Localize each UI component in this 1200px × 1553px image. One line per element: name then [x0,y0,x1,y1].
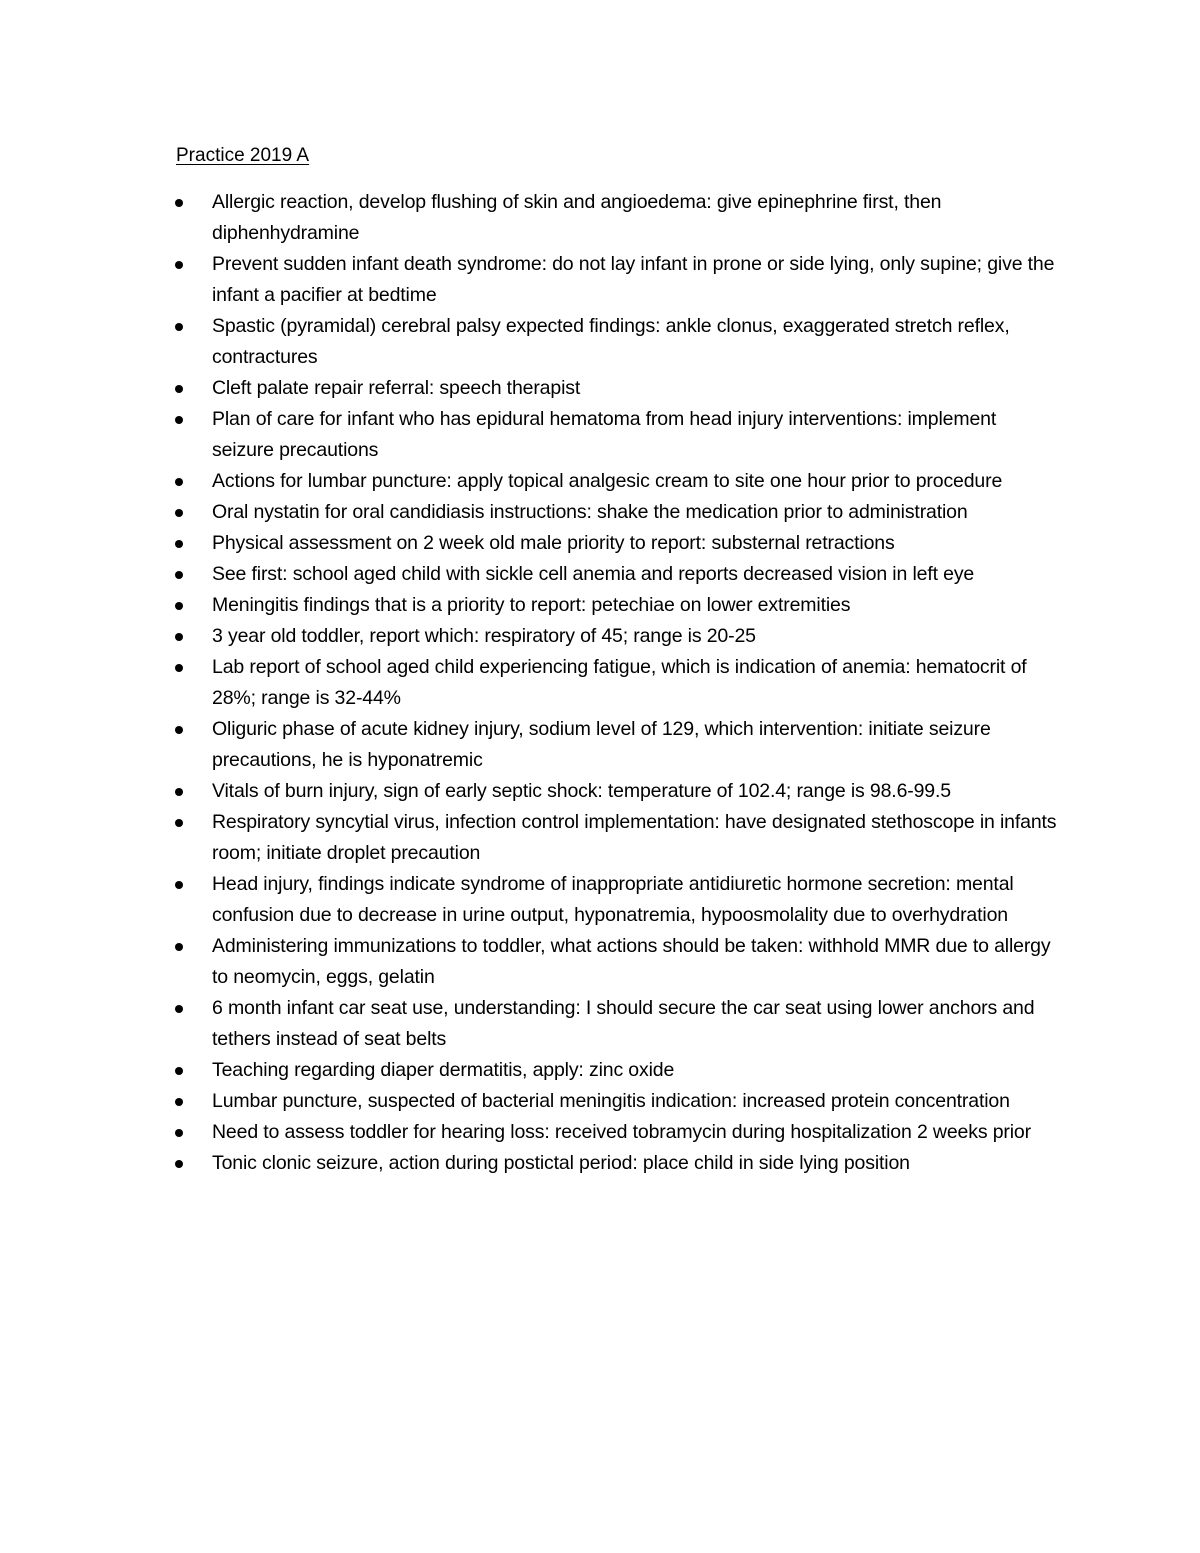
bullet-icon [175,261,183,269]
list-item-text: 3 year old toddler, report which: respiratory of 45; range is 20-25 [212,625,756,647]
list-item [0,528,1200,559]
list-item [0,311,1200,373]
list-item-text: Oral nystatin for oral candidiasis instructions: shake the medication prior to administration [212,501,968,523]
list-item-text: Prevent sudden infant death syndrome: do not lay infant in prone or side lying, only supine; give the infant a pacifier at bedtime [212,253,1055,306]
bullet-icon [175,509,183,517]
list-item-text: Spastic (pyramidal) cerebral palsy expected findings: ankle clonus, exaggerated stretch reflex, contractures [212,315,1010,368]
list-item [0,869,1200,931]
list-item [0,466,1200,497]
list-item [0,590,1200,621]
list-item-text: Vitals of burn injury, sign of early septic shock: temperature of 102.4; range is 98.6-99.5 [212,780,951,802]
bullet-icon [175,1098,183,1106]
list-item [0,373,1200,404]
bullet-icon [175,1005,183,1013]
bullet-icon [175,1160,183,1168]
list-item-text: 6 month infant car seat use, understanding: I should secure the car seat using lower anchors and tethers instead of seat belts [212,997,1035,1050]
list-item-text: Plan of care for infant who has epidural hematoma from head injury interventions: implement seizure precautions [212,408,997,461]
list-item [0,621,1200,652]
bullet-icon [175,633,183,641]
list-item-text: Tonic clonic seizure, action during postictal period: place child in side lying position [212,1152,910,1174]
list-item-text: Actions for lumbar puncture: apply topical analgesic cream to site one hour prior to procedure [212,470,1003,492]
bullet-list [0,187,1200,1179]
list-item-text: Cleft palate repair referral: speech therapist [212,377,581,399]
list-item [0,807,1200,869]
bullet-icon [175,602,183,610]
list-item-text: Need to assess toddler for hearing loss: received tobramycin during hospitalization 2 weeks prior [212,1121,1031,1143]
list-item [0,714,1200,776]
list-item-text: Lab report of school aged child experiencing fatigue, which is indication of anemia: hematocrit of 28%; range is 32-44% [212,656,1027,709]
list-item-text: Lumbar puncture, suspected of bacterial meningitis indication: increased protein concentration [212,1090,1010,1112]
bullet-icon [175,943,183,951]
bullet-icon [175,726,183,734]
bullet-icon [175,416,183,424]
list-item [0,249,1200,311]
list-item [0,1055,1200,1086]
list-item [0,1117,1200,1148]
list-item-text: See first: school aged child with sickle cell anemia and reports decreased vision in left eye [212,563,975,585]
bullet-icon [175,323,183,331]
document-title: Practice 2019 A [176,145,310,166]
list-item-text: Meningitis findings that is a priority to report: petechiae on lower extremities [212,594,851,616]
bullet-icon [175,664,183,672]
list-item [0,993,1200,1055]
list-item [0,404,1200,466]
bullet-icon [175,199,183,207]
bullet-icon [175,881,183,889]
list-item-text: Oliguric phase of acute kidney injury, sodium level of 129, which intervention: initiate seizure precautions, he is hyponatremic [212,718,991,771]
list-item [0,559,1200,590]
bullet-icon [175,1129,183,1137]
list-item-text: Teaching regarding diaper dermatitis, apply: zinc oxide [212,1059,675,1081]
bullet-icon [175,571,183,579]
list-item [0,652,1200,714]
list-item [0,1086,1200,1117]
list-item-text: Physical assessment on 2 week old male priority to report: substernal retractions [212,532,895,554]
bullet-icon [175,819,183,827]
list-item [0,187,1200,249]
list-item [0,931,1200,993]
bullet-icon [175,478,183,486]
list-item-text: Respiratory syncytial virus, infection control implementation: have designated stethoscope in infants room; initiate droplet precaution [212,811,1057,864]
list-item [0,776,1200,807]
bullet-icon [175,1067,183,1075]
list-item-text: Allergic reaction, develop flushing of skin and angioedema: give epinephrine first, then diphenhydramine [212,191,942,244]
list-item-text: Head injury, findings indicate syndrome of inappropriate antidiuretic hormone secretion: mental confusion due to decrease in urine output, hyponatremia, hypoosmolality due to overhydration [212,873,1014,926]
bullet-icon [175,385,183,393]
list-item [0,497,1200,528]
bullet-icon [175,540,183,548]
list-item-text: Administering immunizations to toddler, what actions should be taken: withhold MMR due to allergy to neomycin, eggs, gelatin [212,935,1051,988]
list-item [0,1148,1200,1179]
bullet-icon [175,788,183,796]
